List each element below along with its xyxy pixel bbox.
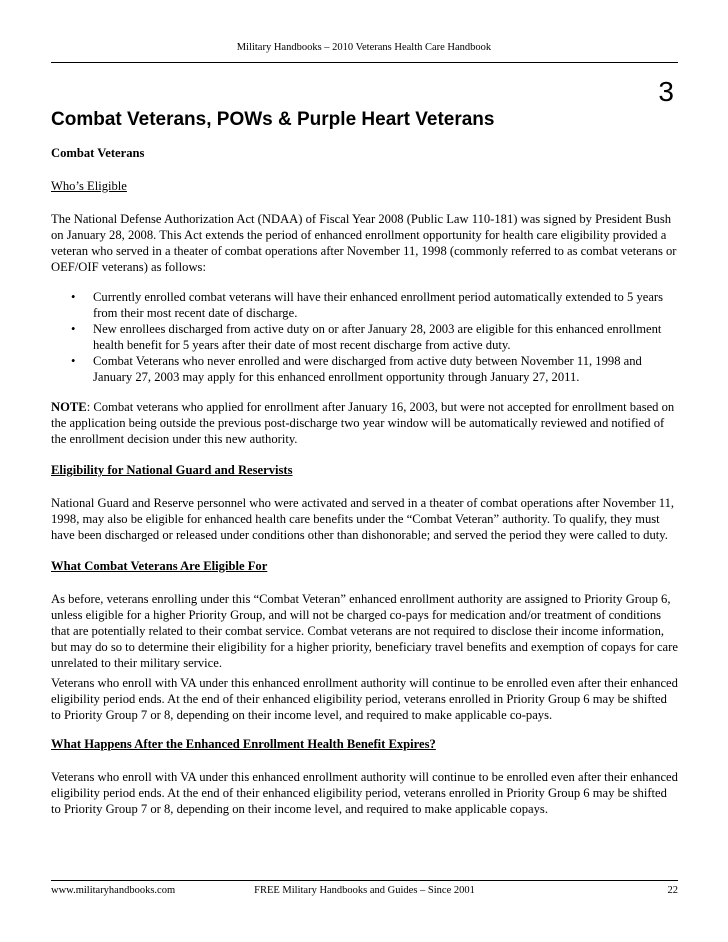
bullet-text: Currently enrolled combat veterans will have their enhanced enrollment period automatically extended to 5 years from their most recent date of discharge. [93, 290, 664, 320]
bullet-icon: • [71, 290, 76, 304]
section-heading-guard-reservists: Eligibility for National Guard and Reservists [51, 463, 293, 477]
list-item [51, 353, 678, 385]
bullet-icon: • [71, 354, 76, 368]
section-heading-combat-veterans: Combat Veterans [51, 146, 145, 160]
expires-paragraph: Veterans who enroll with VA under this enhanced enrollment authority will continue to be enrolled even after their enhanced eligibility period ends. At the end of their enhanced eligibility period, veterans enrolled in Priority Group 6 may be shifted to Priority Group 7 or 8, depending on their income level, and required to make applicable copays. [51, 770, 678, 816]
section-heading-benefit-expires: What Happens After the Enhanced Enrollment Health Benefit Expires? [51, 737, 436, 751]
section-heading-eligible-for: What Combat Veterans Are Eligible For [51, 559, 268, 573]
page-number: 22 [667, 885, 678, 896]
footer-website: www.militaryhandbooks.com [51, 885, 176, 896]
note-text: : Combat veterans who applied for enrollment after January 16, 2003, but were not accepted for enrollment based on the application being outside the previous post-discharge two year window will be automatically reviewed and notified of the enrollment decision under this new authority. [51, 400, 675, 446]
list-item [51, 289, 678, 321]
bullet-icon: • [71, 322, 76, 336]
chapter-number: 3 [658, 76, 674, 107]
eligible-for-paragraph-2: Veterans who enroll with VA under this enhanced enrollment authority will continue to be enrolled even after their enhanced eligibility period ends. At the end of their enhanced eligibility period, veterans enrolled in Priority Group 6 may be shifted to Priority Group 7 or 8, depending on their income level, and required to make applicable co-pays. [51, 676, 678, 722]
list-item [51, 321, 678, 353]
intro-paragraph: The National Defense Authorization Act (NDAA) of Fiscal Year 2008 (Public Law 110-181) was signed by President Bush on January 28, 2008. This Act extends the period of enhanced enrollment opportunity for health care eligibility provided a veteran who served in a theater of combat operations after November 11, 1998 (commonly referred to as combat veterans or OEF/OIF veterans) as follows: [51, 212, 677, 274]
header-rule [51, 62, 678, 63]
bullet-text: New enrollees discharged from active duty on or after January 28, 2003 are eligible for this enhanced enrollment health benefit for 5 years after their date of most recent discharge from active duty. [93, 322, 662, 352]
running-header: Military Handbooks – 2010 Veterans Health Care Handbook [236, 42, 492, 53]
page-body [51, 145, 678, 817]
subheading-whos-eligible: Who’s Eligible [51, 179, 127, 193]
bullet-text: Combat Veterans who never enrolled and were discharged from active duty between November 11, 1998 and January 27, 2003 may apply for this enhanced enrollment opportunity through January 27, 2011. [93, 354, 642, 384]
chapter-title: Combat Veterans, POWs & Purple Heart Veterans [51, 109, 495, 130]
footer-rule [51, 880, 678, 881]
note-label: NOTE [51, 400, 87, 414]
guard-paragraph: National Guard and Reserve personnel who were activated and served in a theater of combat operations after November 11, 1998, may also be eligible for enhanced health care benefits under the “Combat Veteran” authority. To qualify, they must have been discharged or released under conditions other than dishonorable; and served the period they were called to duty. [51, 496, 675, 542]
note-paragraph [51, 399, 678, 447]
footer-tagline: FREE Military Handbooks and Guides – Since 2001 [254, 885, 475, 896]
eligibility-bullet-list [51, 289, 678, 385]
eligible-for-paragraph-1: As before, veterans enrolling under this “Combat Veteran” enhanced enrollment authority are assigned to Priority Group 6, unless eligible for a higher Priority Group, and will not be charged co-pays for medication and/or treatment of conditions that are potentially related to their combat service. Combat veterans are not required to disclose their income information, but may do so to determine their eligibility for a higher priority, beneficiary travel benefits and exemption of copays for care unrelated to their military service. [51, 592, 678, 670]
